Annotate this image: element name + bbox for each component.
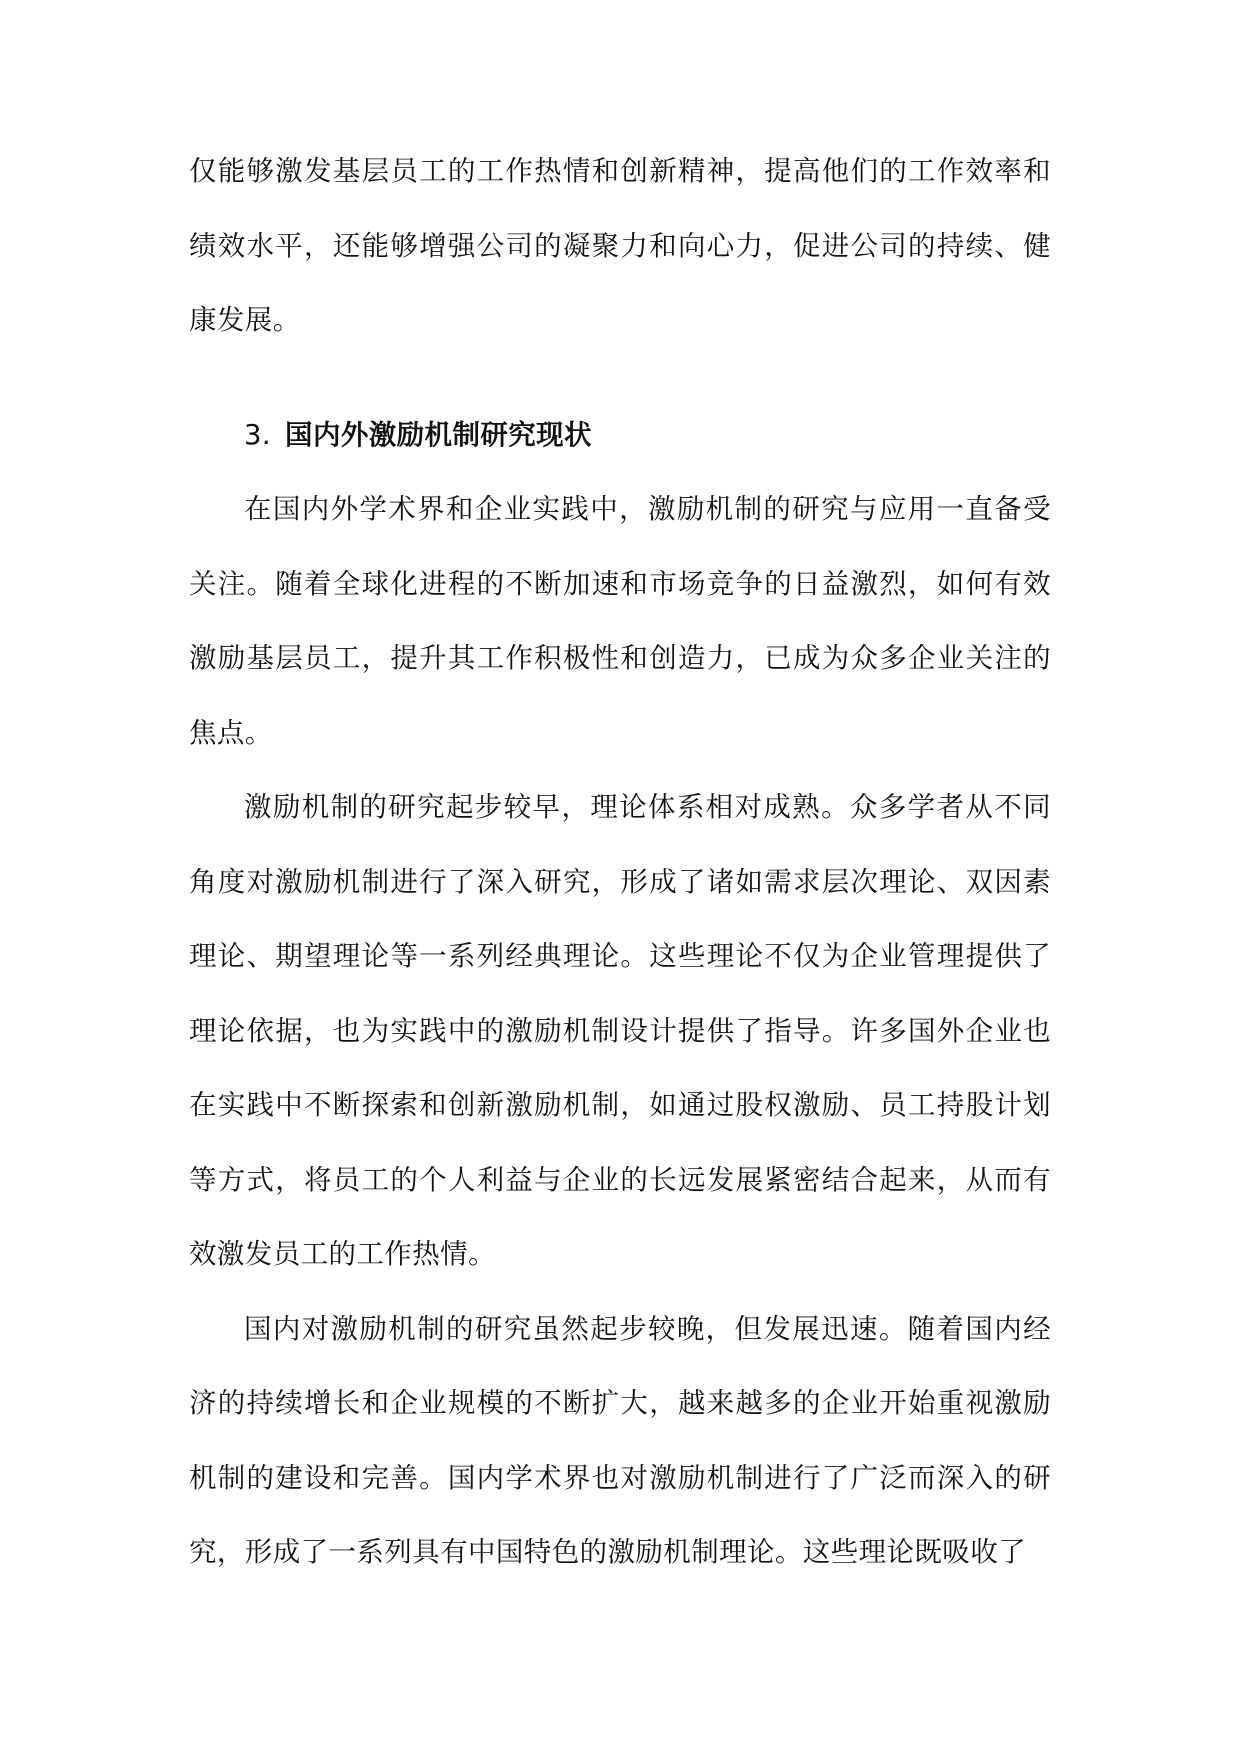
section-title: 国内外激励机制研究现状 — [285, 418, 592, 451]
document-body — [189, 134, 1051, 1590]
paragraph-continued: 仅能够激发基层员工的工作热情和创新精神，提高他们的工作效率和绩效水平，还能够增强公司的凝聚力和向心力，促进公司的持续、健康发展。 — [189, 155, 1051, 336]
paragraph-intro: 在国内外学术界和企业实践中，激励机制的研究与应用一直备受关注。随着全球化进程的不断加速和市场竞争的日益激烈，如何有效激励基层员工，提升其工作积极性和创造力，已成为众多企业关注的焦点。 — [189, 493, 1051, 749]
section-number: 3. — [244, 418, 272, 451]
paragraph-foreign-research: 激励机制的研究起步较早，理论体系相对成熟。众多学者从不同角度对激励机制进行了深入研究，形成了诸如需求层次理论、双因素理论、期望理论等一系列经典理论。这些理论不仅为企业管理提供了理论依据，也为实践中的激励机制设计提供了指导。许多国外企业也在实践中不断探索和创新激励机制，如通过股权激励、员工持股计划等方式，将员工的个人利益与企业的长远发展紧密结合起来，从而有效激发员工的工作热情。 — [189, 791, 1051, 1270]
section-heading — [189, 398, 1051, 473]
paragraph-domestic-research: 国内对激励机制的研究虽然起步较晚，但发展迅速。随着国内经济的持续增长和企业规模的不断扩大，越来越多的企业开始重视激励机制的建设和完善。国内学术界也对激励机制进行了广泛而深入的研究，形成了一系列具有中国特色的激励机制理论。这些理论既吸收了 — [189, 1312, 1051, 1568]
